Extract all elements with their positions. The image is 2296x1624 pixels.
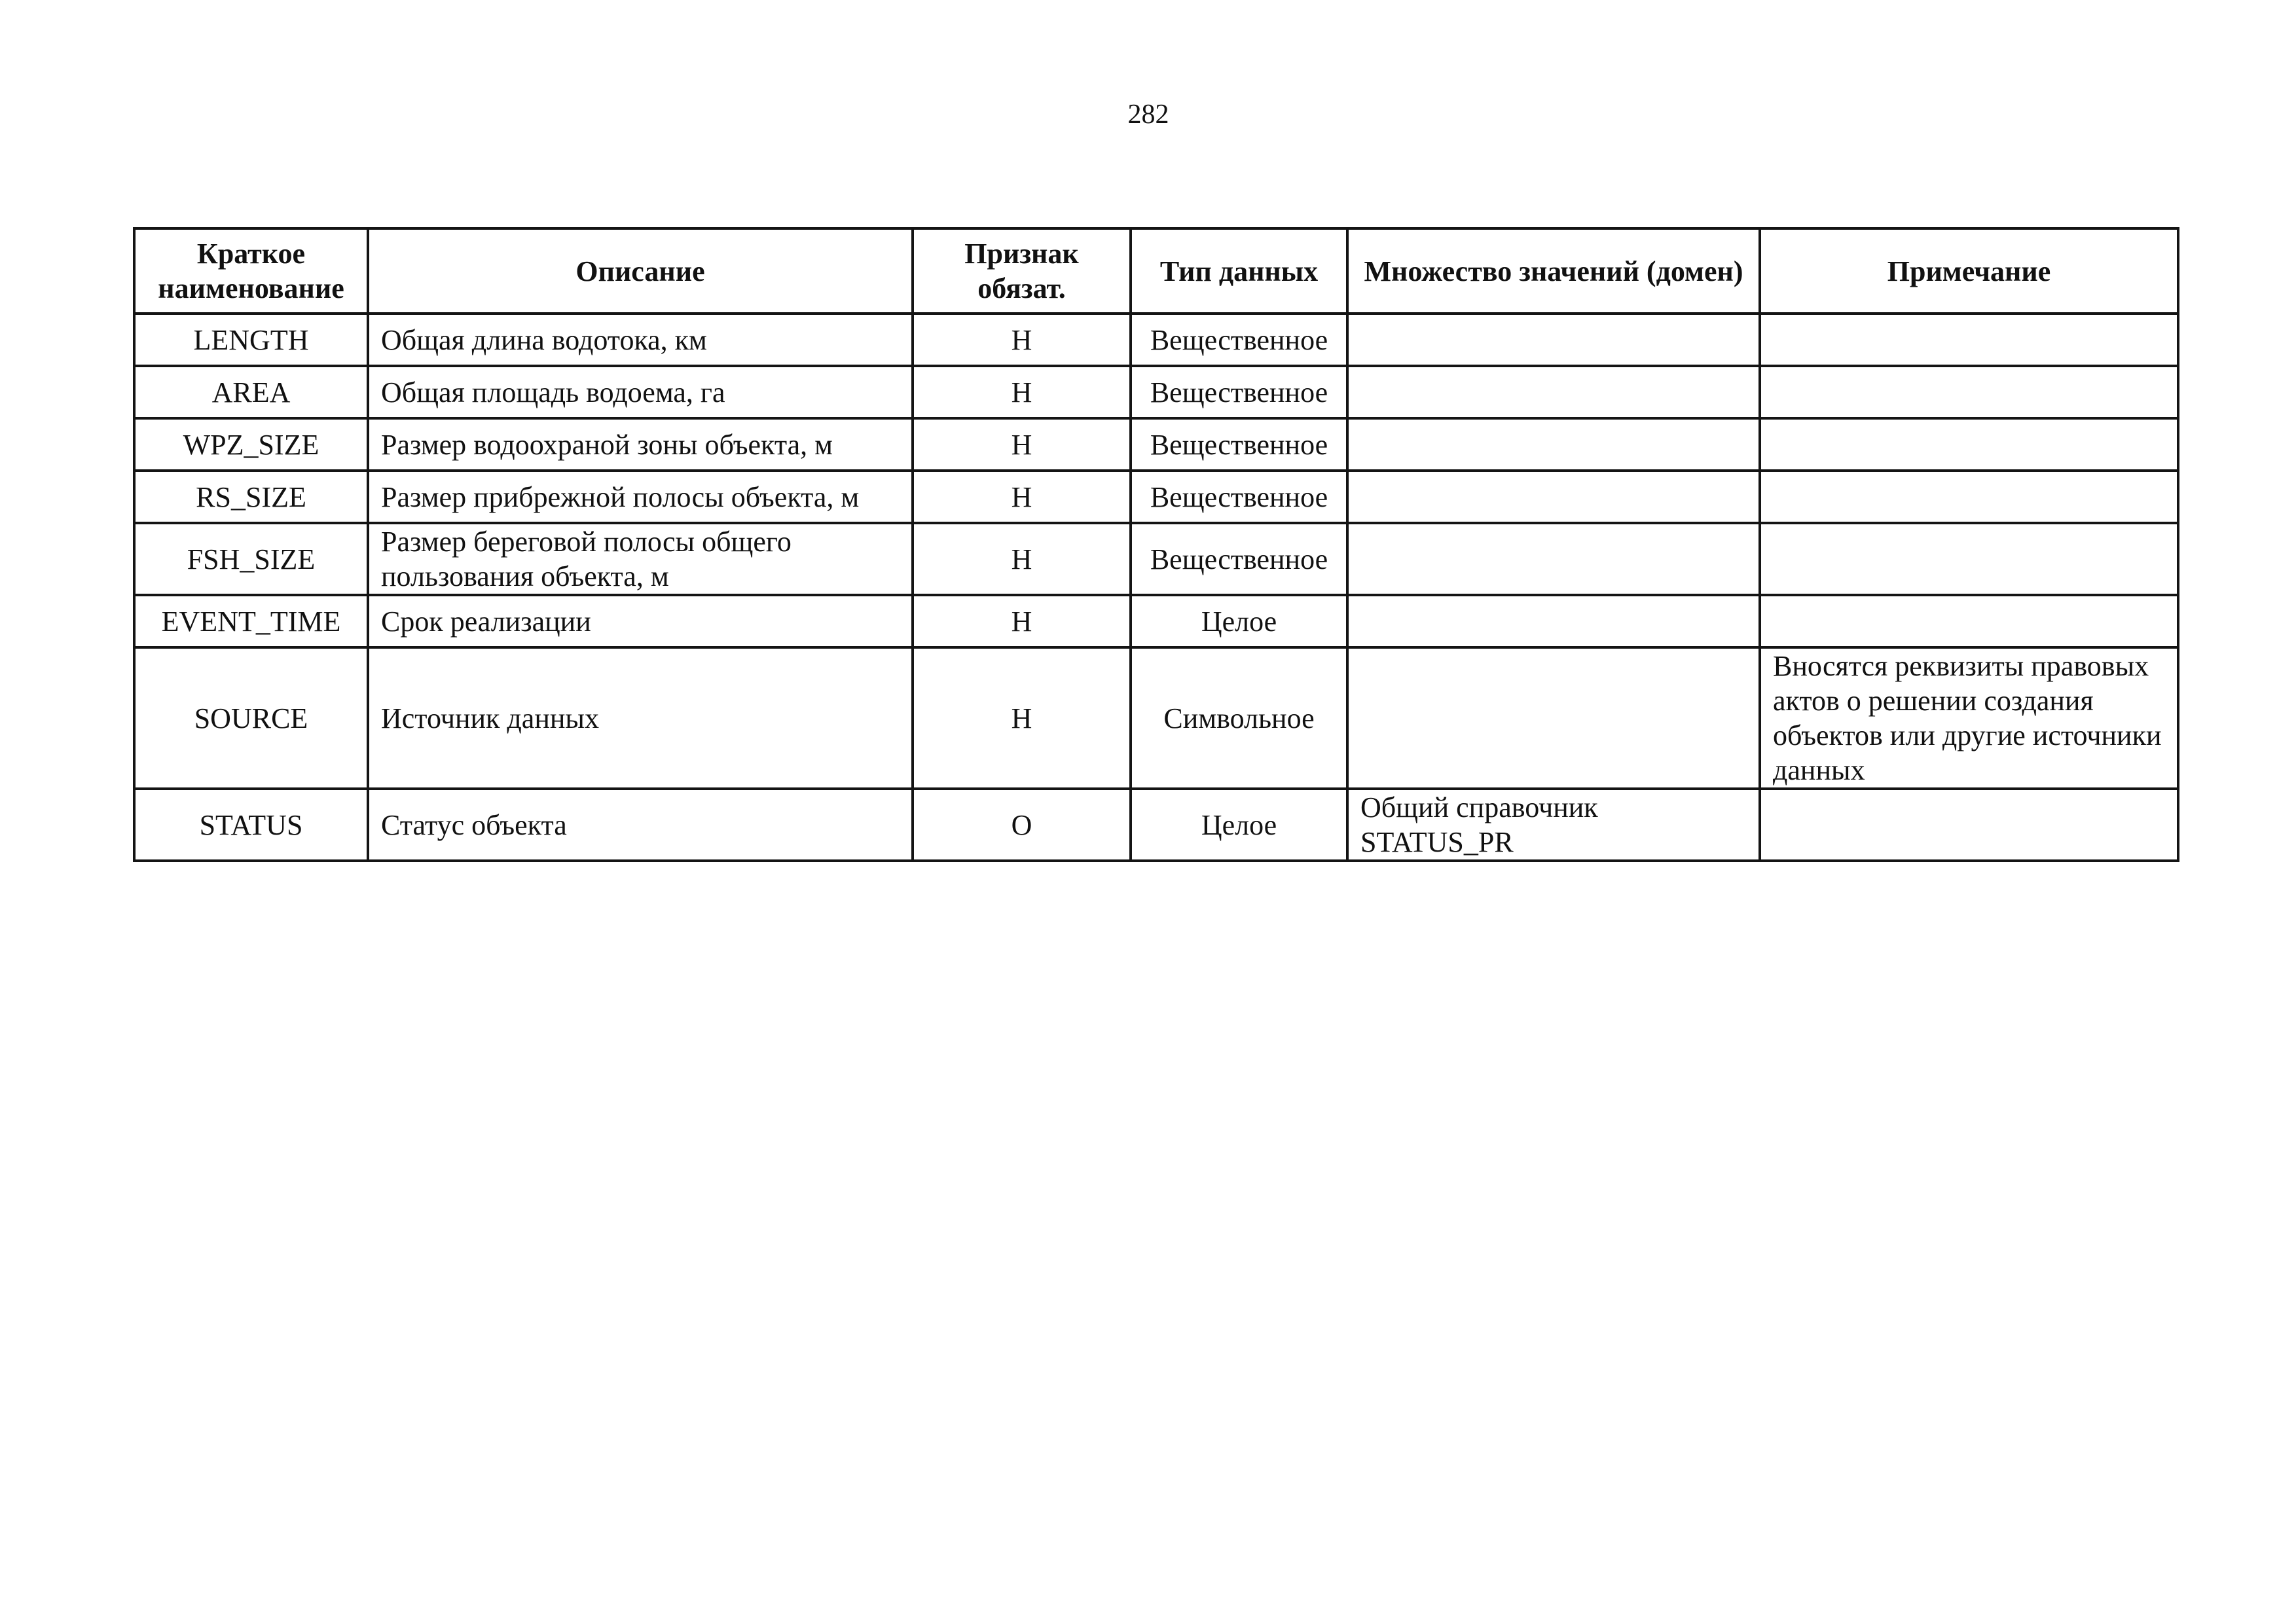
cell-required-flag: Н bbox=[913, 647, 1131, 789]
cell-short-name: FSH_SIZE bbox=[134, 523, 368, 595]
cell-description: Размер водоохраной зоны объекта, м bbox=[368, 418, 913, 471]
cell-required-flag: Н bbox=[913, 595, 1131, 647]
cell-note bbox=[1760, 314, 2178, 366]
header-required-flag: Признак обязат. bbox=[913, 228, 1131, 314]
cell-value-domain bbox=[1347, 314, 1760, 366]
cell-value-domain bbox=[1347, 523, 1760, 595]
cell-data-type: Вещественное bbox=[1131, 471, 1347, 523]
table-row bbox=[134, 418, 2178, 471]
cell-short-name: STATUS bbox=[134, 789, 368, 861]
table-row bbox=[134, 647, 2178, 789]
cell-value-domain bbox=[1347, 366, 1760, 418]
cell-value-domain bbox=[1347, 647, 1760, 789]
cell-value-domain bbox=[1347, 471, 1760, 523]
cell-short-name: AREA bbox=[134, 366, 368, 418]
cell-data-type: Целое bbox=[1131, 789, 1347, 861]
header-note: Примечание bbox=[1760, 228, 2178, 314]
table-row bbox=[134, 471, 2178, 523]
cell-note bbox=[1760, 789, 2178, 861]
cell-value-domain bbox=[1347, 595, 1760, 647]
header-description: Описание bbox=[368, 228, 913, 314]
cell-value-domain: Общий справочник STATUS_PR bbox=[1347, 789, 1760, 861]
header-value-domain: Множество значений (домен) bbox=[1347, 228, 1760, 314]
header-row bbox=[134, 228, 2178, 314]
cell-data-type: Вещественное bbox=[1131, 418, 1347, 471]
cell-description: Размер береговой полосы общего пользования объекта, м bbox=[368, 523, 913, 595]
cell-required-flag: Н bbox=[913, 418, 1131, 471]
cell-note bbox=[1760, 366, 2178, 418]
cell-short-name: LENGTH bbox=[134, 314, 368, 366]
header-data-type: Тип данных bbox=[1131, 228, 1347, 314]
cell-description: Общая площадь водоема, га bbox=[368, 366, 913, 418]
cell-value-domain bbox=[1347, 418, 1760, 471]
cell-data-type: Вещественное bbox=[1131, 523, 1347, 595]
cell-description: Статус объекта bbox=[368, 789, 913, 861]
table-row bbox=[134, 366, 2178, 418]
cell-data-type: Целое bbox=[1131, 595, 1347, 647]
cell-required-flag: Н bbox=[913, 366, 1131, 418]
cell-note: Вносятся реквизиты правовых актов о решении создания объектов или другие источники данных bbox=[1760, 647, 2178, 789]
table-row bbox=[134, 789, 2178, 861]
cell-note bbox=[1760, 523, 2178, 595]
cell-description: Размер прибрежной полосы объекта, м bbox=[368, 471, 913, 523]
page-number: 282 bbox=[1127, 99, 1169, 130]
cell-short-name: SOURCE bbox=[134, 647, 368, 789]
cell-data-type: Символьное bbox=[1131, 647, 1347, 789]
cell-note bbox=[1760, 418, 2178, 471]
cell-required-flag: Н bbox=[913, 471, 1131, 523]
cell-data-type: Вещественное bbox=[1131, 366, 1347, 418]
attribute-table bbox=[133, 227, 2179, 862]
header-short-name: Краткое наименование bbox=[134, 228, 368, 314]
cell-description: Общая длина водотока, км bbox=[368, 314, 913, 366]
cell-required-flag: Н bbox=[913, 314, 1131, 366]
cell-required-flag: О bbox=[913, 789, 1131, 861]
cell-description: Срок реализации bbox=[368, 595, 913, 647]
cell-short-name: EVENT_TIME bbox=[134, 595, 368, 647]
table-row bbox=[134, 314, 2178, 366]
cell-short-name: RS_SIZE bbox=[134, 471, 368, 523]
table-row bbox=[134, 595, 2178, 647]
cell-note bbox=[1760, 471, 2178, 523]
cell-data-type: Вещественное bbox=[1131, 314, 1347, 366]
cell-note bbox=[1760, 595, 2178, 647]
cell-required-flag: Н bbox=[913, 523, 1131, 595]
cell-description: Источник данных bbox=[368, 647, 913, 789]
table-row bbox=[134, 523, 2178, 595]
cell-short-name: WPZ_SIZE bbox=[134, 418, 368, 471]
